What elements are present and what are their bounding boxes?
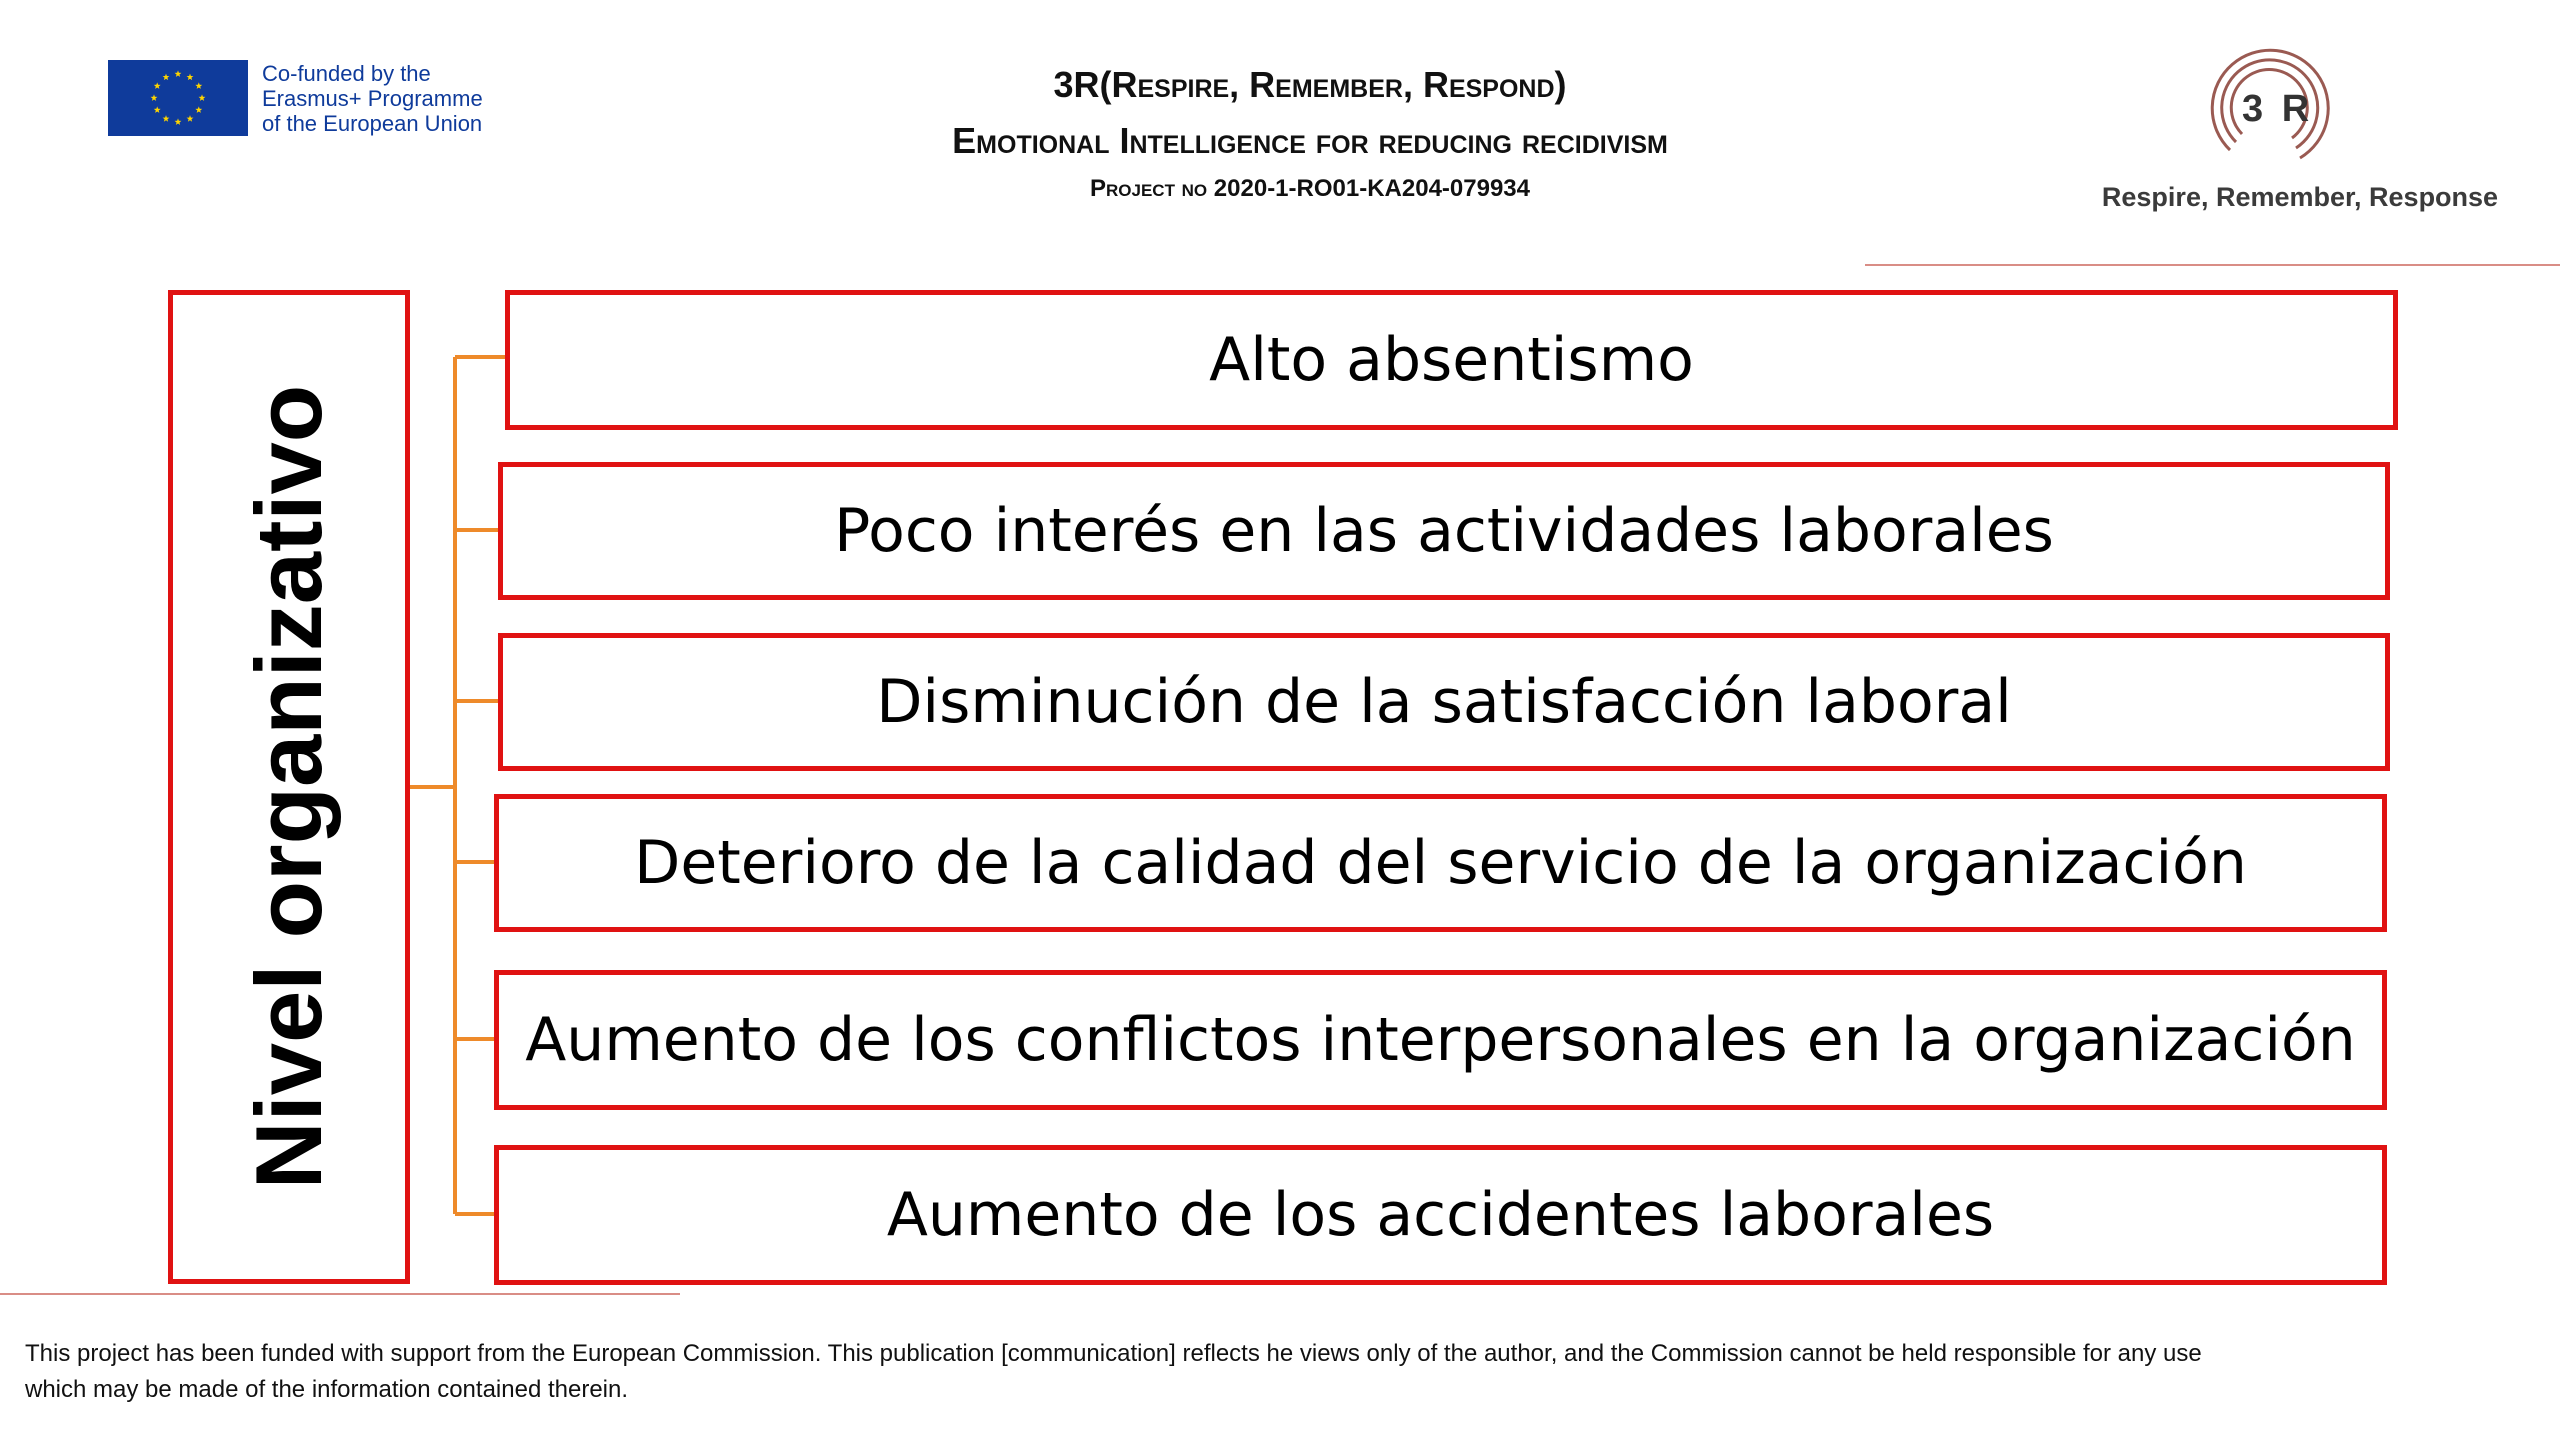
item-box-4 <box>494 794 2387 932</box>
item-label-5: Aumento de los conflictos interpersonales en la organización <box>525 1005 2356 1075</box>
brand-logo-tagline: Respire, Remember, Response <box>2101 182 2499 212</box>
funding-disclaimer <box>25 1336 2525 1408</box>
project-header <box>700 58 1920 208</box>
project-subtitle: Emotional Intelligence for reducing recidivism <box>952 120 1668 161</box>
item-box-5 <box>494 970 2387 1110</box>
project-number: Project no 2020-1-RO01-KA204-079934 <box>1090 175 1530 202</box>
item-box-1 <box>505 290 2398 430</box>
item-label-4: Deterioro de la calidad del servicio de la organización <box>634 828 2247 898</box>
disclaimer-line-1: This project has been funded with support from the European Commission. This publication [communication] reflects he views only of the author, and the Commission cannot be held responsible for any use <box>25 1340 2202 1367</box>
item-box-6 <box>494 1145 2387 1285</box>
eu-flag-icon <box>108 60 248 136</box>
disclaimer-line-2: which may be made of the information contained therein. <box>25 1376 629 1403</box>
root-box <box>168 290 410 1284</box>
eu-logo-line-3: of the European Union <box>262 110 483 136</box>
item-label-2: Poco interés en las actividades laborales <box>834 496 2054 566</box>
item-label-1: Alto absentismo <box>1209 325 1694 395</box>
root-label: Nivel organizativo <box>236 384 341 1190</box>
footer-divider <box>0 1293 680 1295</box>
eu-logo-text <box>262 61 483 136</box>
eu-logo-line-2: Erasmus+ Programme <box>262 85 483 111</box>
item-label-3: Disminución de la satisfacción laboral <box>876 667 2012 737</box>
brand-logo-3r <box>2070 30 2530 230</box>
header-divider <box>1865 264 2560 266</box>
project-title: 3R(Respire, Remember, Respond) <box>1053 64 1567 105</box>
item-box-2 <box>498 462 2390 600</box>
eu-logo-line-1: Co-funded by the <box>262 60 431 86</box>
eu-erasmus-logo <box>108 60 483 136</box>
brand-logo-mark: 3 R <box>2242 88 2314 130</box>
item-box-3 <box>498 633 2390 771</box>
item-label-6: Aumento de los accidentes laborales <box>886 1180 1995 1250</box>
